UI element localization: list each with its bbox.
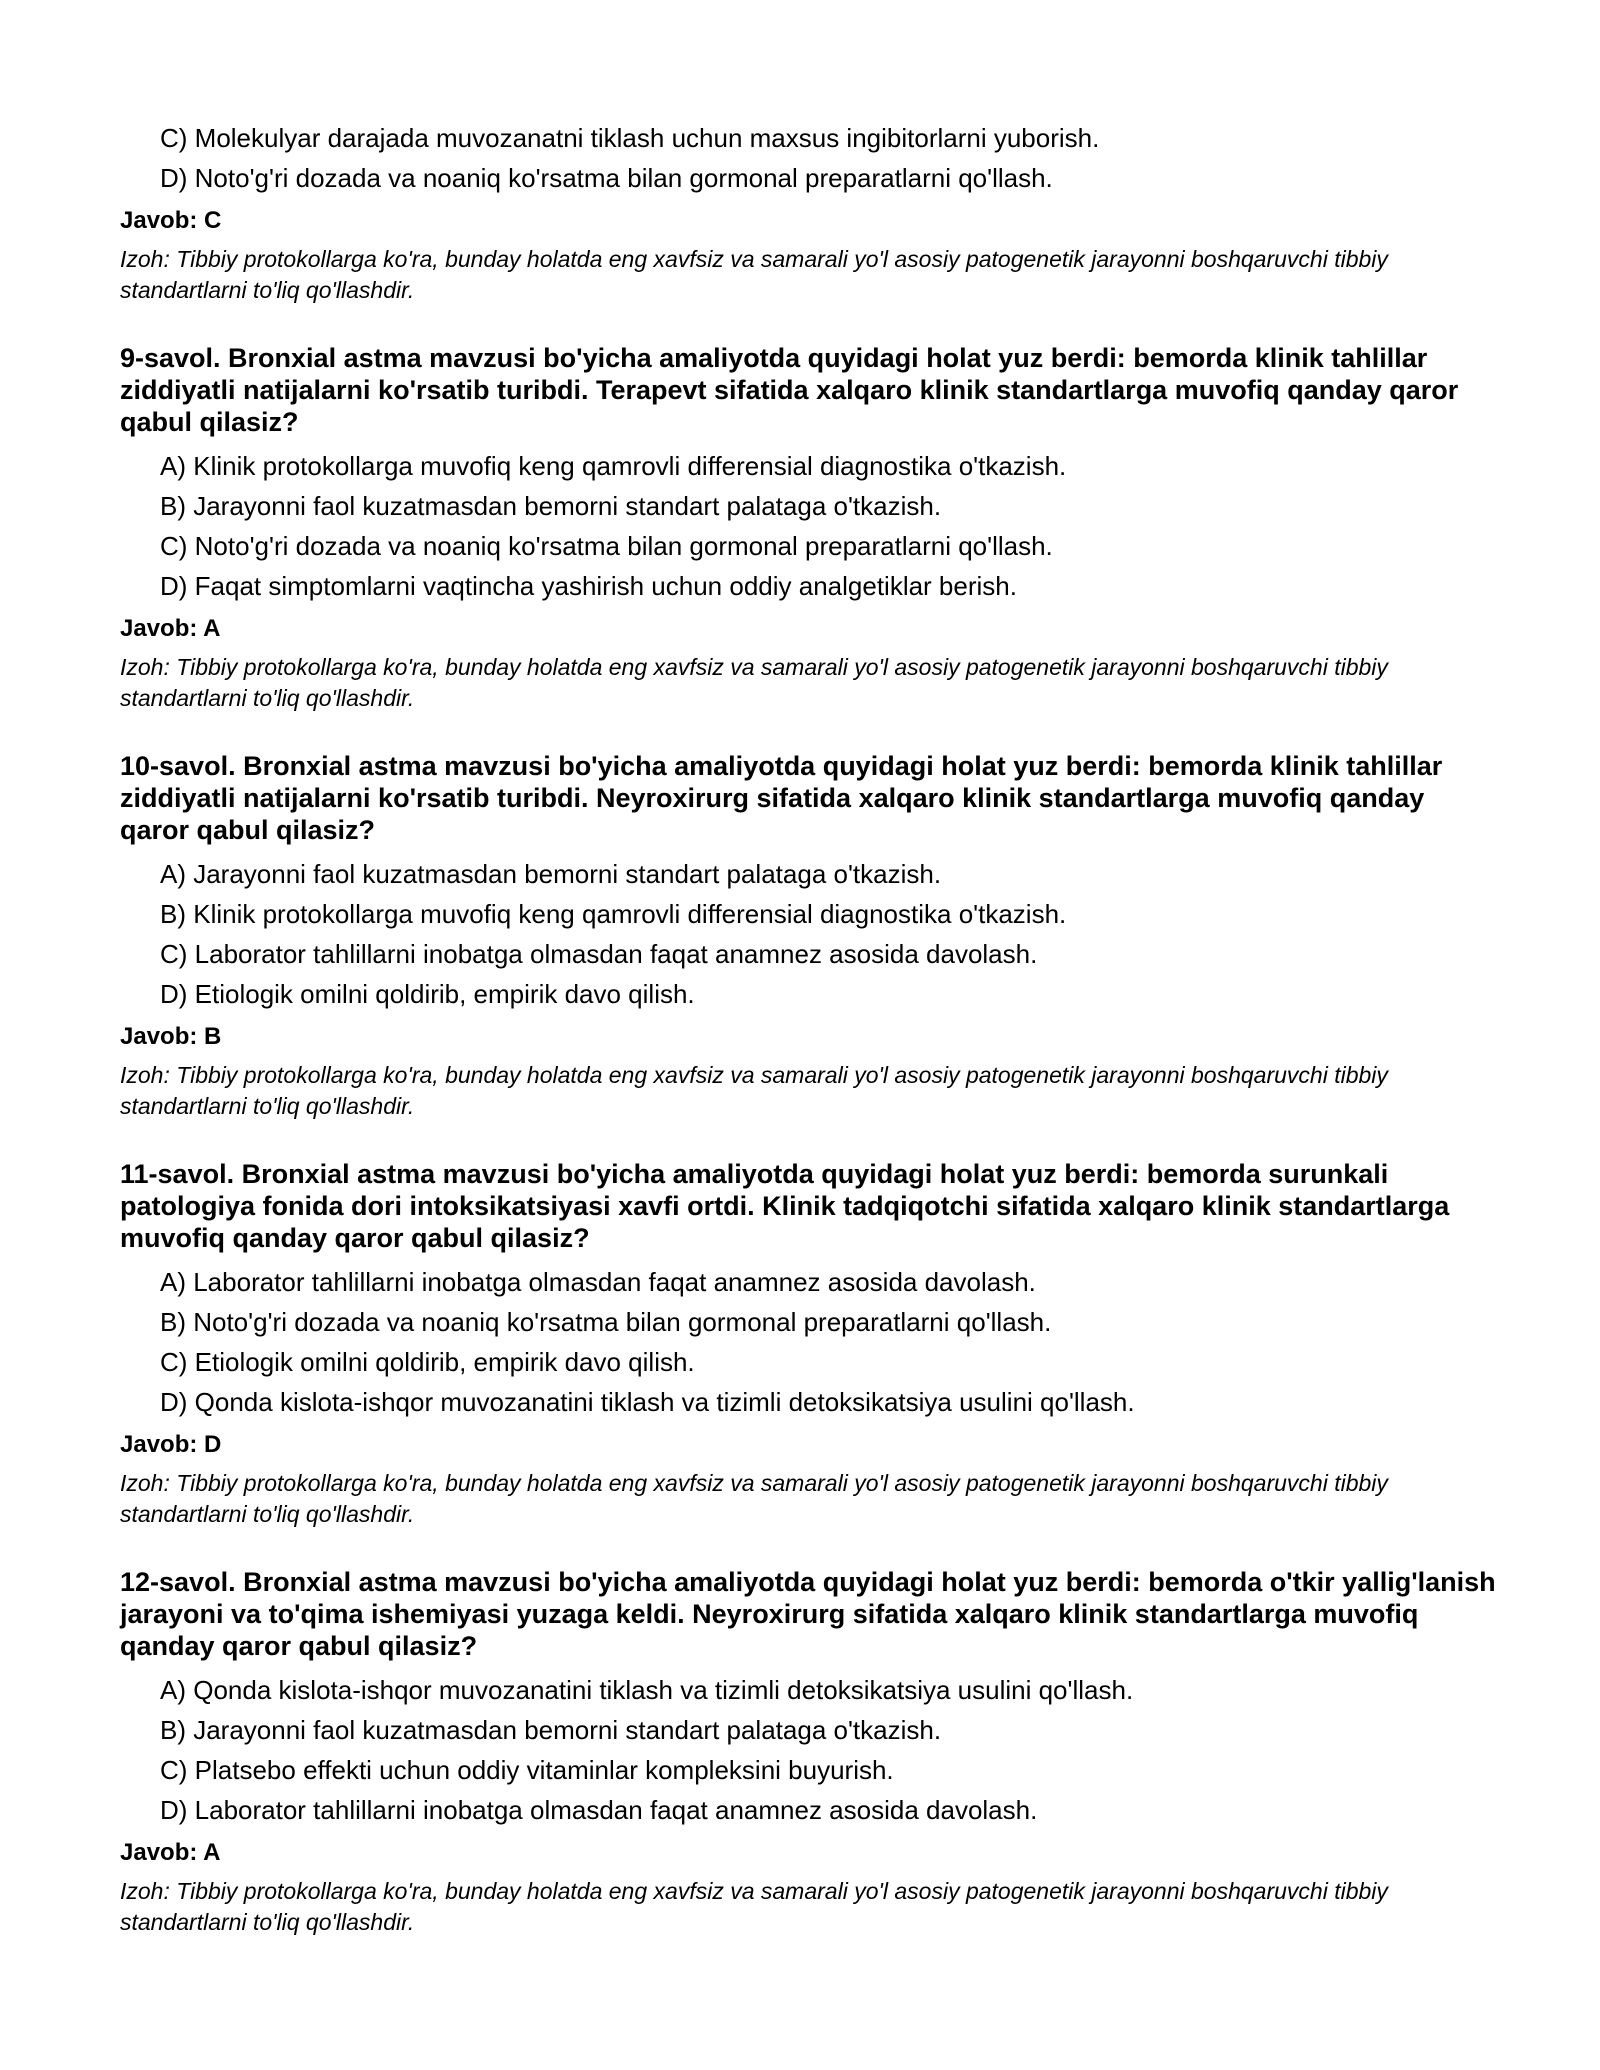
explanation-note: Izoh: Tibbiy protokollarga ko'ra, bunday holatda eng xavfsiz va samarali yo'l asosiy patogenetik jarayonni boshqaruvchi tibbiy standartlarni to'liq qo'llashdir. <box>120 1470 1388 1527</box>
question-title: 12-savol. Bronxial astma mavzusi bo'yicha amaliyotda quyidagi holat yuz berdi: bemorda o'tkir yallig'lanish jarayoni va to'qima ishemiyasi yuzaga keldi. Neyroxirurg sifatida xalqaro klinik standartlarga muvofiq qanday qaror qabul qilasiz? <box>120 1567 1496 1661</box>
explanation-note: Izoh: Tibbiy protokollarga ko'ra, bunday holatda eng xavfsiz va samarali yo'l asosiy patogenetik jarayonni boshqaruvchi tibbiy standartlarni to'liq qo'llashdir. <box>120 654 1388 711</box>
option-c: C) Laborator tahlillarni inobatga olmasdan faqat anamnez asosida davolash. <box>160 939 1038 969</box>
option-c: C) Molekulyar darajada muvozanatni tiklash uchun maxsus ingibitorlarni yuborish. <box>160 123 1100 153</box>
option-a: A) Laborator tahlillarni inobatga olmasdan faqat anamnez asosida davolash. <box>160 1267 1036 1297</box>
option-b: B) Jarayonni faol kuzatmasdan bemorni standart palataga o'tkazish. <box>160 1715 942 1745</box>
option-b: B) Jarayonni faol kuzatmasdan bemorni standart palataga o'tkazish. <box>160 491 942 521</box>
option-a: A) Jarayonni faol kuzatmasdan bemorni standart palataga o'tkazish. <box>160 859 942 889</box>
option-list <box>120 446 1500 606</box>
question-title: 10-savol. Bronxial astma mavzusi bo'yicha amaliyotda quyidagi holat yuz berdi: bemorda klinik tahlillar ziddiyatli natijalarni ko'rsatib turibdi. Neyroxirurg sifatida xalqaro klinik standartlarga muvofiq qanday qaror qabul qilasiz? <box>120 751 1443 845</box>
option-c: C) Platsebo effekti uchun oddiy vitaminlar kompleksini buyurish. <box>160 1755 894 1785</box>
question-9 <box>120 342 1500 714</box>
option-d: D) Laborator tahlillarni inobatga olmasdan faqat anamnez asosida davolash. <box>160 1795 1038 1825</box>
option-b: B) Noto'g'ri dozada va noaniq ko'rsatma bilan gormonal preparatlarni qo'llash. <box>160 1307 1052 1337</box>
option-a: A) Qonda kislota-ishqor muvozanatini tiklash va tizimli detoksikatsiya usulini qo'llash. <box>160 1675 1134 1705</box>
option-list <box>120 1262 1500 1422</box>
answer-label: Javob: A <box>120 1839 221 1866</box>
question-12 <box>120 1566 1500 1938</box>
question-title: 11-savol. Bronxial astma mavzusi bo'yicha amaliyotda quyidagi holat yuz berdi: bemorda surunkali patologiya fonida dori intoksikatsiyasi xavfi ortdi. Klinik tadqiqotchi sifatida xalqaro klinik standartlarga muvofiq qanday qaror qabul qilasiz? <box>120 1159 1450 1253</box>
option-c: C) Noto'g'ri dozada va noaniq ko'rsatma bilan gormonal preparatlarni qo'llash. <box>160 531 1053 561</box>
answer-label: Javob: C <box>120 207 222 234</box>
option-d: D) Noto'g'ri dozada va noaniq ko'rsatma bilan gormonal preparatlarni qo'llash. <box>160 163 1053 193</box>
option-d: D) Etiologik omilni qoldirib, empirik davo qilish. <box>160 979 695 1009</box>
answer-label: Javob: D <box>120 1431 222 1458</box>
option-list <box>120 1670 1500 1830</box>
option-list <box>120 118 1500 198</box>
option-d: D) Qonda kislota-ishqor muvozanatini tiklash va tizimli detoksikatsiya usulini qo'llash. <box>160 1387 1135 1417</box>
option-a: A) Klinik protokollarga muvofiq keng qamrovli differensial diagnostika o'tkazish. <box>160 451 1067 481</box>
question-11 <box>120 1158 1500 1530</box>
question-title: 9-savol. Bronxial astma mavzusi bo'yicha amaliyotda quyidagi holat yuz berdi: bemorda klinik tahlillar ziddiyatli natijalarni ko'rsatib turibdi. Terapevt sifatida xalqaro klinik standartlarga muvofiq qanday qaror qabul qilasiz? <box>120 343 1459 437</box>
question-10 <box>120 750 1500 1122</box>
explanation-note: Izoh: Tibbiy protokollarga ko'ra, bunday holatda eng xavfsiz va samarali yo'l asosiy patogenetik jarayonni boshqaruvchi tibbiy standartlarni to'liq qo'llashdir. <box>120 1878 1388 1935</box>
answer-label: Javob: B <box>120 1023 222 1050</box>
explanation-note: Izoh: Tibbiy protokollarga ko'ra, bunday holatda eng xavfsiz va samarali yo'l asosiy patogenetik jarayonni boshqaruvchi tibbiy standartlarni to'liq qo'llashdir. <box>120 1062 1388 1119</box>
option-list <box>120 854 1500 1014</box>
option-d: D) Faqat simptomlarni vaqtincha yashirish uchun oddiy analgetiklar berish. <box>160 571 1017 601</box>
question-fragment <box>120 118 1500 306</box>
answer-label: Javob: A <box>120 615 221 642</box>
option-b: B) Klinik protokollarga muvofiq keng qamrovli differensial diagnostika o'tkazish. <box>160 899 1067 929</box>
option-c: C) Etiologik omilni qoldirib, empirik davo qilish. <box>160 1347 695 1377</box>
document-page <box>120 118 1500 1938</box>
explanation-note: Izoh: Tibbiy protokollarga ko'ra, bunday holatda eng xavfsiz va samarali yo'l asosiy patogenetik jarayonni boshqaruvchi tibbiy standartlarni to'liq qo'llashdir. <box>120 246 1388 303</box>
